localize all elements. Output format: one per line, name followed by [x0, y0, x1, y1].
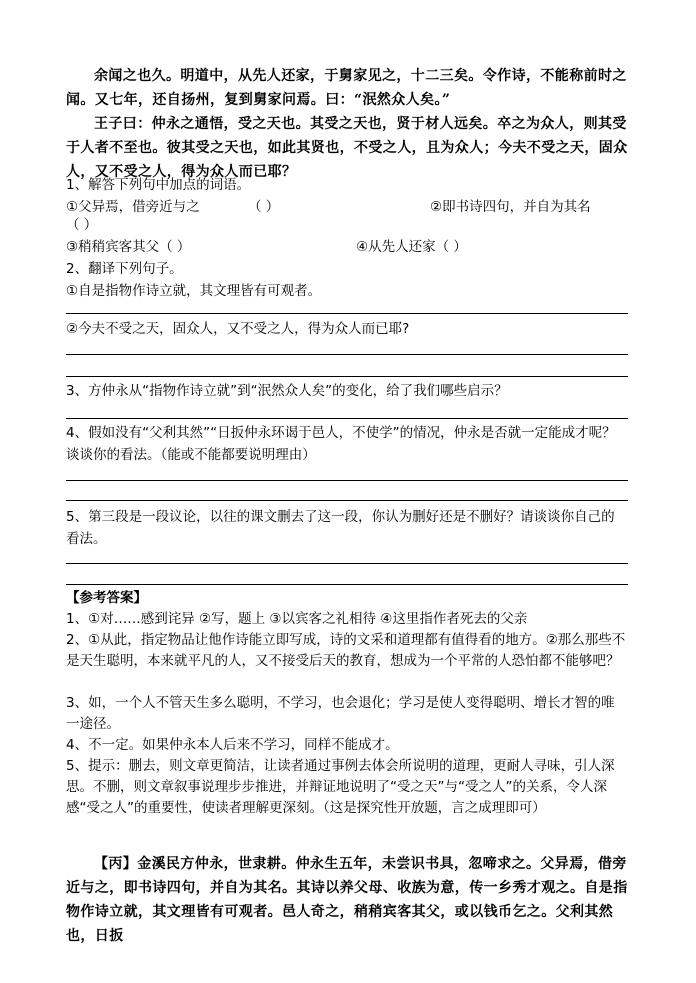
question-1-item-1: ①父异焉，借旁近与之 — [66, 199, 200, 215]
question-5: 5、第三段是一段议论，以往的课文删去了这一段，你认为删好还是不删好？请谈谈你自己的看法。 — [66, 509, 615, 547]
answer-line[interactable] — [66, 500, 628, 501]
answers-heading: 【参考答案】 — [66, 590, 147, 606]
question-2-title: 2、翻译下列句子。 — [66, 261, 183, 277]
answer-2: 2、①从此，指定物品让他作诗能立即写成，诗的文采和道理都有值得看的地方。②那么那些不是天生聪明，本来就平凡的人，又不接受后天的教育，想成为一个平常的人恐怕都不能够吧？ — [66, 632, 626, 669]
answer-line[interactable] — [66, 354, 628, 355]
passage-paragraph-1: 余闻之也久。明道中，从先人还家，于舅家见之，十二三矣。令作诗，不能称前时之闻。又七年，还自扬州，复到舅家问焉。曰：“泯然众人矣。” — [66, 68, 627, 108]
answer-1: 1、①对……感到诧异 ②写，题上 ③以宾客之礼相待 ④这里指作者死去的父亲 — [66, 611, 528, 627]
question-2-item-2: ②今夫不受之天，固众人，又不受之人，得为众人而已耶? — [66, 321, 410, 337]
answer-line[interactable] — [66, 313, 628, 314]
answer-line[interactable] — [66, 563, 628, 564]
question-1-item-2-blank[interactable]: （ ） — [66, 217, 98, 233]
answer-4: 4、不一定。如果仲永本人后来不学习，同样不能成才。 — [66, 737, 399, 753]
answer-line[interactable] — [66, 376, 628, 377]
passage-bing: 【丙】金溪民方仲永，世隶耕。仲永生五年，未尝识书具，忽啼求之。父异焉，借旁近与之，即书诗四句，并自为其名。其诗以养父母、收族为意，传一乡秀才观之。自是指物作诗立就，其文理皆有可观者。邑人奇之，稍稍宾客其父，或以钱币乞之。父利其然也，日扳 — [66, 856, 628, 944]
answer-line[interactable] — [66, 584, 628, 585]
question-1-item-3[interactable]: ③稍稍宾客其父（ ） — [66, 239, 191, 255]
question-1-item-2: ②即书诗四句，并自为其名 — [430, 199, 591, 215]
question-3: 3、方仲永从“指物作诗立就”到“泯然众人矣”的变化，给了我们哪些启示？ — [66, 383, 508, 399]
question-1-title: 1、解答下列句中加点的词语。 — [66, 177, 251, 193]
answer-5: 5、提示：删去，则文章更简洁，让读者通过事例去体会所说明的道理，更耐人寻味，引人深思。不删，则文章叙事说理步步推进，并辩证地说明了“受之天”与“受之人”的关系，令人深感“受之人”的重要性，使读者理解更深刻。（这是探究性开放题，言之成理即可） — [66, 758, 615, 816]
answer-line[interactable] — [66, 418, 628, 419]
passage-paragraph-2: 王子曰：仲永之通悟，受之天也。其受之天也，贤于材人远矣。卒之为众人，则其受于人者不至也。彼其受之天也，如此其贤也，不受之人，且为众人；今夫不受之天，固众人，又不受之人，得为众人而已耶？ — [66, 116, 628, 180]
question-1-item-4[interactable]: ④从先人还家（ ） — [356, 239, 467, 255]
answer-3: 3、如，一个人不管天生多么聪明，不学习，也会退化；学习是使人变得聪明、增长才智的唯一途径。 — [66, 695, 615, 732]
answer-line[interactable] — [66, 480, 628, 481]
question-1-item-1-blank[interactable]: （ ） — [248, 199, 280, 215]
question-2-item-1: ①自是指物作诗立就，其文理皆有可观者。 — [66, 283, 322, 299]
question-4: 4、假如没有“父利其然”“日扳仲永环谒于邑人，不使学”的情况，仲永是否就一定能成才呢？谈谈你的看法。（能或不能都要说明理由） — [66, 425, 616, 463]
